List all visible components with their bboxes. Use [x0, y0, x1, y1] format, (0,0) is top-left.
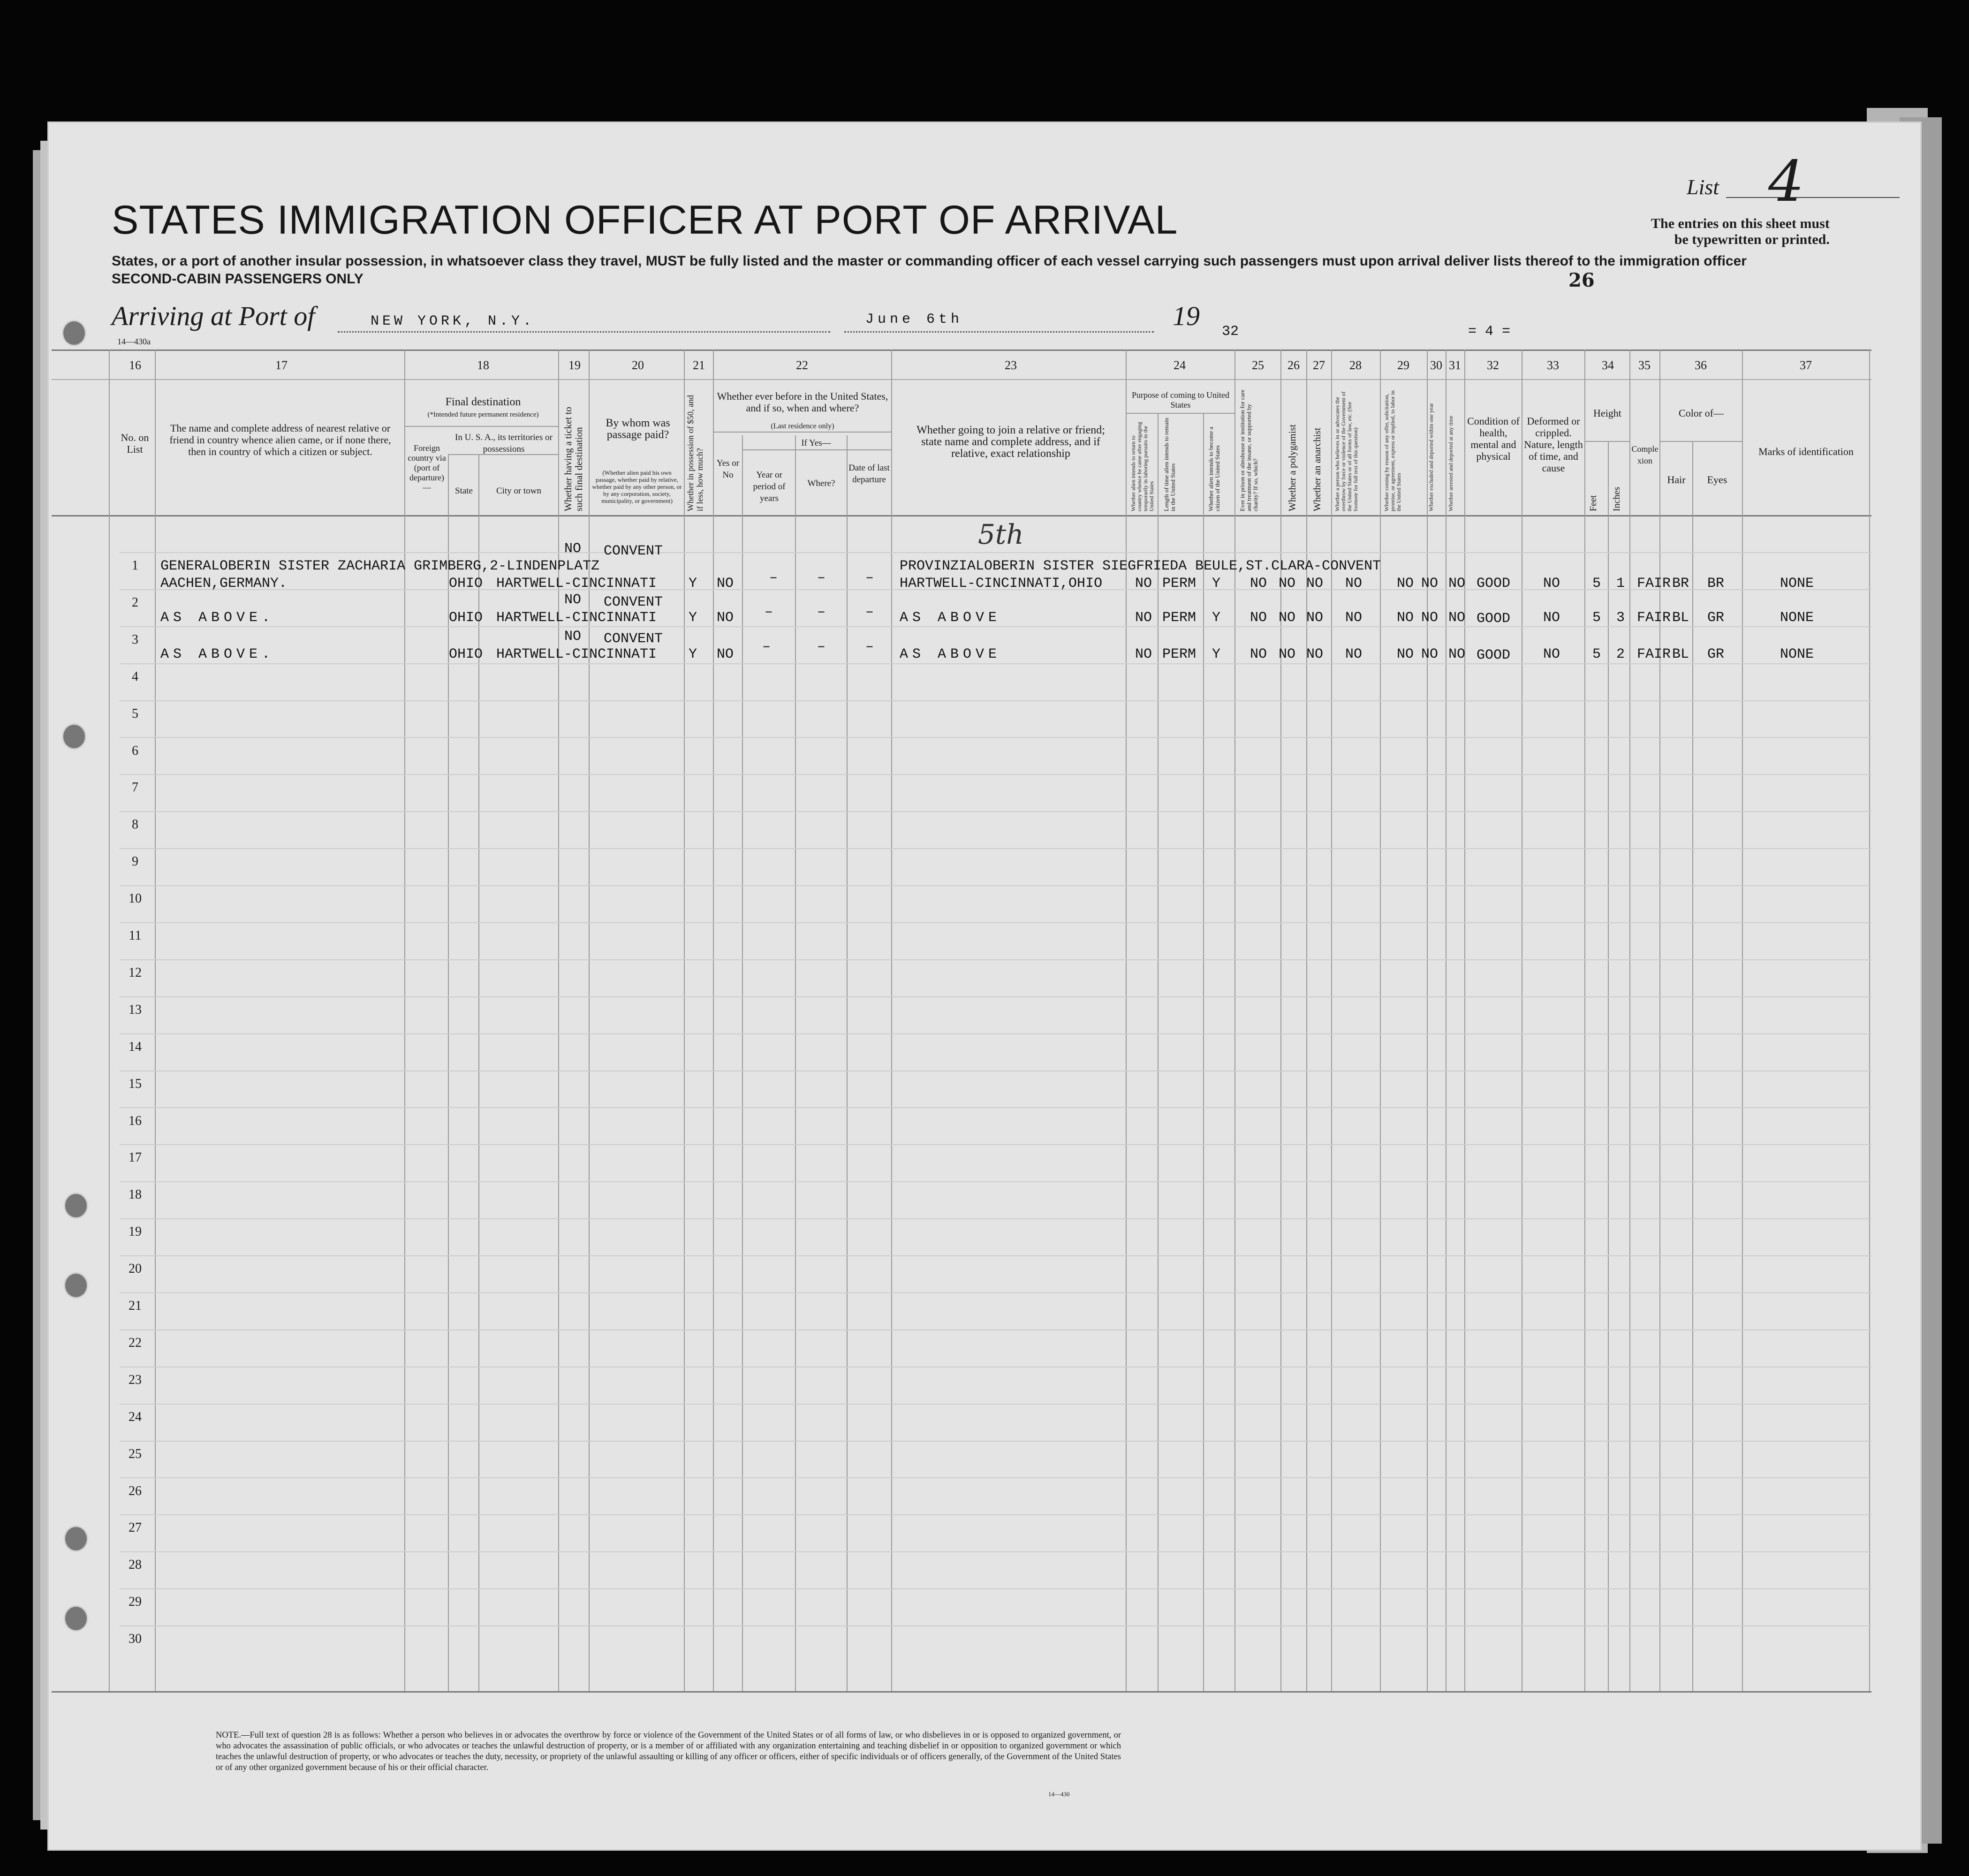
col-number: 35 [1638, 358, 1651, 372]
table-row-line [120, 1107, 1871, 1108]
row-3-state: OHIO [449, 646, 483, 662]
row-3-join: AS ABOVE [900, 646, 1001, 662]
row-2-relative: AS ABOVE. [160, 610, 275, 626]
header-fifty-dollars: Whether in possession of $50, and if less, how much? [686, 395, 704, 511]
row-1-health: GOOD [1477, 576, 1511, 592]
row-3-prison: NO [1250, 646, 1267, 662]
row-2-eyes: GR [1707, 610, 1725, 626]
table-row-line [120, 922, 1871, 923]
date-value: June 6th [865, 311, 963, 327]
table-row-line [120, 1625, 1871, 1626]
row-3-return: NO [1135, 646, 1152, 662]
header-purpose-citizen: Whether alien intends to become a citizen of the United States [1207, 426, 1221, 511]
row-3-polygamist: NO [1279, 646, 1296, 662]
row-3-relative: AS ABOVE. [160, 646, 275, 662]
col-number: 29 [1397, 358, 1409, 372]
header-city: City or town [496, 486, 542, 496]
table-row-line [120, 1329, 1871, 1330]
header-q30: Whether excluded and deported within one year [1428, 403, 1434, 511]
col-number: 24 [1174, 358, 1186, 372]
row-2-q31: NO [1448, 610, 1466, 626]
col-divider [558, 349, 559, 1691]
col-number: 27 [1313, 358, 1325, 372]
row-2-anarchist: NO [1306, 610, 1324, 626]
header-health: Condition of health, mental and physical [1467, 415, 1520, 462]
row-3-ticket: NO [564, 629, 582, 645]
header-bottom-line [52, 515, 1871, 516]
col-divider [404, 349, 405, 1691]
col-number: 22 [796, 358, 808, 372]
col-divider [1427, 349, 1428, 1691]
row-2-q30: NO [1421, 610, 1439, 626]
row-1-prison: NO [1250, 576, 1267, 592]
row-number: 18 [129, 1187, 142, 1202]
row-2-state: OHIO [449, 610, 483, 626]
rule [1126, 413, 1234, 414]
row-1-relative: GENERALOBERIN SISTER ZACHARIA GRIMBERG,2-LINDENPLATZ [160, 558, 600, 574]
year-prefix: 19 [1173, 301, 1200, 331]
table-row-line [120, 552, 1871, 553]
row-3-eyes: GR [1707, 646, 1725, 662]
binding-hole [64, 1272, 88, 1299]
row-number: 29 [129, 1595, 142, 1609]
header-feet: Feet [1588, 495, 1598, 511]
row-2-money: Y [689, 610, 697, 626]
row-1-complexion: FAIR [1637, 576, 1671, 592]
row-3-city: HARTWELL-CINCINNATI [496, 646, 657, 662]
header-relative: The name and complete address of nearest relative or friend in country whence alien came, or if none there, then in country of which a citizen or subject. [169, 422, 391, 457]
col-number: 16 [129, 358, 141, 372]
row-1-length: PERM [1162, 576, 1197, 592]
header-polygamist: Whether a polygamist [1287, 424, 1298, 511]
row-number: 5 [132, 706, 138, 721]
row-2-health: GOOD [1477, 611, 1511, 627]
form-number: 14—430a [117, 337, 151, 346]
header-foreign-country: Foreign country via (port of departure)— [408, 443, 446, 492]
header-list-number: No. on List [121, 432, 149, 455]
row-3-money: Y [689, 646, 697, 662]
header-final-destination: Final destination [445, 396, 521, 408]
rule [404, 426, 558, 427]
page-title: STATES IMMIGRATION OFFICER AT PORT OF ARRIVAL [112, 197, 1178, 243]
row-number: 25 [129, 1447, 142, 1461]
port-value: NEW YORK, N.Y. [371, 313, 535, 329]
row-3-marks: NONE [1780, 646, 1814, 662]
col-divider [1280, 349, 1281, 1691]
col-number: 25 [1252, 358, 1264, 372]
table-row-line [120, 626, 1871, 627]
row-number: 4 [132, 669, 138, 684]
binding-hole [62, 723, 86, 750]
row-number: 17 [129, 1150, 142, 1165]
rule [742, 449, 891, 450]
footer-form-number: 14—430 [1048, 1791, 1070, 1798]
row-2-q29: NO [1397, 610, 1414, 626]
header-anarchist: Whether an anarchist [1311, 427, 1323, 511]
row-1-before: NO [717, 576, 734, 592]
row-2-year: – [765, 604, 773, 620]
table-row-line [120, 1033, 1871, 1034]
row-1-citizen: Y [1212, 576, 1221, 592]
rule [1584, 441, 1629, 442]
header-color: Color of— [1679, 407, 1724, 419]
col-divider [155, 349, 156, 1691]
footnote: NOTE.—Full text of question 28 is as follows: Whether a person who believes in or advocates the overthrow by force or violence of the Government of the United States or of all forms of law, or who disbelieves in or is opposed to organized government, or who advocates the assassination of public officials, or who advocates or teaches the unlawful destruction of property, or is a member of or affiliated with any organization entertaining and teaching disbelief in or opposition to organized government or which teaches the unlawful destruction of property, or who advocates or teaches the duty, necessity, or propriety of the unlawful assaulting or killing of any officer or officers, either of specific individuals or of officers generally, of the Government of the United States or of any other organized government because of his or their official character. [216, 1731, 1121, 1772]
row-2-where: – [817, 604, 826, 620]
row-3-hair: BL [1672, 646, 1689, 662]
table-row-line [120, 1255, 1871, 1256]
header-where: Where? [807, 478, 835, 488]
col-number: 17 [275, 358, 288, 372]
table-row-line [120, 1292, 1871, 1293]
port-underline [338, 331, 830, 333]
row-1-deformed: NO [1543, 576, 1560, 592]
col-divider [684, 349, 685, 1691]
header-complexion: Complexion [1631, 444, 1659, 465]
row-1-anarchist: NO [1306, 576, 1324, 592]
header-passage-paid: By whom was passage paid? [606, 417, 670, 441]
row-1-where: – [817, 570, 826, 586]
row-number: 16 [129, 1114, 142, 1128]
col-divider [1464, 349, 1465, 1691]
col-number: 21 [693, 358, 705, 372]
col-divider [109, 349, 110, 1691]
col-number: 37 [1800, 358, 1812, 372]
row-2-inches: 3 [1616, 610, 1625, 626]
col-number: 19 [568, 358, 581, 372]
class-text: SECOND-CABIN PASSENGERS ONLY [112, 271, 364, 287]
year-suffix: 32 [1222, 324, 1239, 340]
col-number: 23 [1005, 358, 1017, 372]
row-3-deformed: NO [1543, 646, 1560, 662]
row-3-inches: 2 [1616, 646, 1625, 662]
row-1-join-line2: HARTWELL-CINCINNATI,OHIO [900, 576, 1103, 592]
row-2-q28: NO [1345, 610, 1363, 626]
header-final-destination-note: (*Intended future permanent residence) [427, 411, 539, 418]
row-3-year: – [762, 639, 771, 655]
header-prison: Ever in prison or almshouse or institution for care and treatment of the insane, or supported by charity? If so, which? [1239, 389, 1259, 511]
table-row-line [120, 1588, 1871, 1589]
row-1-relative-line2: AACHEN,GERMANY. [160, 576, 288, 592]
col-divider [1203, 413, 1204, 1691]
table-row-line [120, 737, 1871, 738]
col-divider [1306, 349, 1307, 1691]
row-3-departure: – [865, 639, 874, 655]
col-divider [1158, 413, 1159, 1691]
row-2-citizen: Y [1212, 610, 1221, 626]
header-passage-note: (Whether alien paid his own passage, whether paid by relative, whether paid by any other person, or by any corporation, society, municipality, or government) [592, 469, 682, 504]
page-number: 26 [1568, 269, 1595, 291]
table-bottom-line [52, 1691, 1871, 1693]
row-number: 15 [129, 1077, 142, 1091]
header-last-departure: Date of last departure [848, 463, 890, 485]
entries-note-line-1: The entries on this sheet must [1651, 216, 1830, 231]
col-divider [448, 454, 449, 1691]
row-number: 19 [129, 1224, 142, 1239]
header-q31: Whether arrested and deported at any time [1447, 416, 1454, 511]
col-number: 30 [1430, 358, 1442, 372]
row-3-feet: 5 [1592, 646, 1601, 662]
col-divider [1869, 349, 1870, 1691]
row-3-q29: NO [1397, 646, 1414, 662]
table-row-line [120, 1514, 1871, 1515]
list-underline [1726, 197, 1900, 198]
row-2-city: HARTWELL-CINCINNATI [496, 610, 657, 626]
row-number: 8 [132, 817, 138, 832]
list-number: 4 [1768, 149, 1804, 214]
col-divider [1126, 349, 1127, 1691]
header-deformed: Deformed or crippled. Nature, length of time, and cause [1524, 415, 1583, 474]
col-number: 36 [1695, 358, 1707, 372]
header-ever-before: Whether ever before in the United States, and if so, when and where? [717, 390, 888, 414]
row-3-length: PERM [1162, 646, 1197, 662]
row-number: 21 [129, 1299, 142, 1313]
table-row-line [120, 959, 1871, 960]
row-3-q31: NO [1448, 646, 1466, 662]
col-divider [795, 435, 796, 1691]
row-3-q30: NO [1421, 646, 1439, 662]
arriving-label: Arriving at Port of [112, 301, 315, 331]
header-purpose-return: Whether alien intends to return to country whence he came after engaging temporarily in laboring pursuits in the United States [1130, 422, 1155, 511]
row-1-money: Y [689, 576, 697, 592]
manifest-sheet [49, 123, 1920, 1849]
col-divider [1659, 349, 1660, 1691]
binding-hole [62, 320, 86, 346]
sheet-marker: = 4 = [1468, 324, 1511, 340]
table-row-line [120, 1551, 1871, 1552]
col-divider [1584, 349, 1585, 1691]
row-1-departure: – [865, 570, 874, 586]
row-number: 22 [129, 1336, 142, 1350]
row-number: 14 [129, 1040, 142, 1054]
col-divider [1629, 349, 1630, 1691]
row-2-departure: – [865, 604, 874, 620]
row-1-join: PROVINZIALOBERIN SISTER SIEGFRIEDA BEULE,ST.CLARA-CONVENT [900, 558, 1381, 574]
header-yes-no: Yes or No [716, 458, 740, 480]
row-3-where: – [817, 639, 826, 655]
row-number: 27 [129, 1520, 142, 1535]
row-number: 26 [129, 1484, 142, 1498]
row-number: 7 [132, 780, 138, 795]
row-3-before: NO [717, 646, 734, 662]
row-1-state: OHIO [449, 576, 483, 592]
row-number: 9 [132, 854, 138, 869]
row-1-inches: 1 [1616, 576, 1625, 592]
row-number: 28 [129, 1557, 142, 1572]
row-number: 30 [129, 1632, 142, 1646]
table-row-line [120, 700, 1871, 701]
header-purpose-length: Length of time alien intends to remain in the United States [1163, 418, 1176, 511]
col-number: 34 [1602, 358, 1614, 372]
row-1-hair: BR [1672, 576, 1689, 592]
row-1-q30: NO [1421, 576, 1439, 592]
table-top-line [52, 349, 1871, 351]
header-join-relative: Whether going to join a relative or friend; state name and complete address, and if relative, exact relationship [916, 424, 1105, 460]
col-divider [478, 454, 479, 1691]
row-3-complexion: FAIR [1637, 646, 1671, 662]
header-q29: Whether coming by reason of any offer, solicitation, promise, or agreement, express or implied, to labor in the United States [1383, 390, 1402, 511]
row-1-q28: NO [1345, 576, 1363, 592]
table-row-line [120, 663, 1871, 664]
row-number: 20 [129, 1261, 142, 1276]
col-divider [1608, 441, 1609, 1691]
col-number: 33 [1547, 358, 1559, 372]
row-number: 3 [132, 632, 138, 647]
row-3-q28: NO [1345, 646, 1363, 662]
row-3-health: GOOD [1477, 647, 1511, 663]
rule [713, 432, 891, 433]
row-2-complexion: FAIR [1637, 610, 1671, 626]
header-ticket: Whether having a ticket to such final destination [562, 407, 584, 511]
row-2-polygamist: NO [1279, 610, 1296, 626]
row-2-paid: CONVENT [604, 594, 663, 610]
header-height: Height [1593, 407, 1621, 419]
row-1-paid: CONVENT [604, 543, 663, 559]
entries-note-line-2: be typewritten or printed. [1674, 232, 1830, 247]
table-row-line [120, 774, 1871, 775]
row-1-eyes: BR [1707, 576, 1725, 592]
row-2-prison: NO [1250, 610, 1267, 626]
header-if-yes: If Yes— [801, 438, 831, 448]
table-row-line [120, 1441, 1871, 1442]
rule [1659, 441, 1742, 442]
header-year: Year or period of years [753, 470, 786, 503]
row-number: 23 [129, 1373, 142, 1387]
col-number: 26 [1287, 358, 1300, 372]
binding-hole [64, 1192, 88, 1219]
header-number-line [52, 379, 1871, 380]
instructions-text: States, or a port of another insular possession, in whatsoever class they travel, MUST be fully listed and the master or commanding officer of each vessel carrying such passengers must upon arrival deliver lists thereof to the immigration officer [112, 253, 1747, 269]
row-2-return: NO [1135, 610, 1152, 626]
row-number: 12 [129, 965, 142, 980]
row-number: 1 [132, 558, 138, 573]
header-inches: Inches [1612, 486, 1622, 511]
row-number: 24 [129, 1410, 142, 1424]
row-number: 10 [129, 891, 142, 906]
row-3-anarchist: NO [1306, 646, 1324, 662]
row-1-polygamist: NO [1279, 576, 1296, 592]
table-row-line [120, 885, 1871, 886]
row-2-hair: BL [1672, 610, 1689, 626]
col-number: 32 [1487, 358, 1499, 372]
col-divider [1234, 349, 1235, 1691]
table-row-line [120, 1181, 1871, 1182]
col-number: 20 [632, 358, 644, 372]
row-number: 13 [129, 1003, 142, 1017]
row-1-feet: 5 [1592, 576, 1601, 592]
col-divider [847, 435, 848, 1691]
table-row-line [120, 1477, 1871, 1478]
row-number: 2 [132, 595, 138, 610]
entries-note [1651, 216, 1830, 248]
header-state: State [455, 486, 473, 496]
date-underline [844, 331, 1154, 333]
col-divider [713, 349, 714, 1691]
row-2-length: PERM [1162, 610, 1197, 626]
row-1-ticket: NO [564, 541, 582, 557]
header-eyes: Eyes [1707, 474, 1727, 486]
header-marks: Marks of identification [1758, 446, 1854, 457]
row-number: 11 [129, 928, 142, 943]
col-number: 31 [1449, 358, 1461, 372]
header-usa: In U. S. A., its territories or possessions [455, 433, 553, 454]
row-2-before: NO [717, 610, 734, 626]
table-row-line [120, 1404, 1871, 1405]
rule [448, 454, 558, 455]
row-1-marks: NONE [1780, 576, 1814, 592]
header-q28: Whether a person who believes in or advocates the overthrow by force or violence of the Government of the United States or of all forms of law, etc. (See footnote for full text of this question) [1334, 391, 1359, 511]
row-1-year: – [769, 570, 778, 586]
col-divider [1742, 349, 1743, 1691]
col-divider [1331, 349, 1332, 1691]
col-divider [742, 435, 743, 1691]
row-1-q29: NO [1397, 576, 1414, 592]
col-divider [1692, 441, 1693, 1691]
header-purpose: Purpose of coming to United States [1132, 390, 1229, 410]
row-3-paid: CONVENT [604, 631, 663, 647]
table-row-line [120, 1144, 1871, 1145]
row-number: 6 [132, 744, 138, 758]
col-number: 18 [477, 358, 489, 372]
row-2-deformed: NO [1543, 610, 1560, 626]
col-divider [891, 349, 892, 1691]
row-3-citizen: Y [1212, 646, 1221, 662]
binding-hole [64, 1605, 88, 1632]
row-2-feet: 5 [1592, 610, 1601, 626]
row-2-ticket: NO [564, 592, 582, 608]
row-1-city: HARTWELL-CINCINNATI [496, 576, 657, 592]
row-2-join: AS ABOVE [900, 610, 1001, 626]
table-row-line [120, 811, 1871, 812]
row-1-return: NO [1135, 576, 1152, 592]
header-hair: Hair [1667, 474, 1686, 486]
col-divider [1380, 349, 1381, 1691]
binding-hole [64, 1526, 88, 1552]
table-row-line [120, 1218, 1871, 1219]
pencil-annotation: 5th [978, 518, 1024, 550]
table-row-line [120, 996, 1871, 997]
header-ever-before-note: (Last residence only) [771, 422, 834, 430]
col-number: 28 [1349, 358, 1362, 372]
list-label: List [1687, 175, 1719, 199]
row-1-q31: NO [1448, 576, 1466, 592]
table-row-line [120, 848, 1871, 849]
col-divider [589, 349, 590, 1691]
row-2-marks: NONE [1780, 610, 1814, 626]
